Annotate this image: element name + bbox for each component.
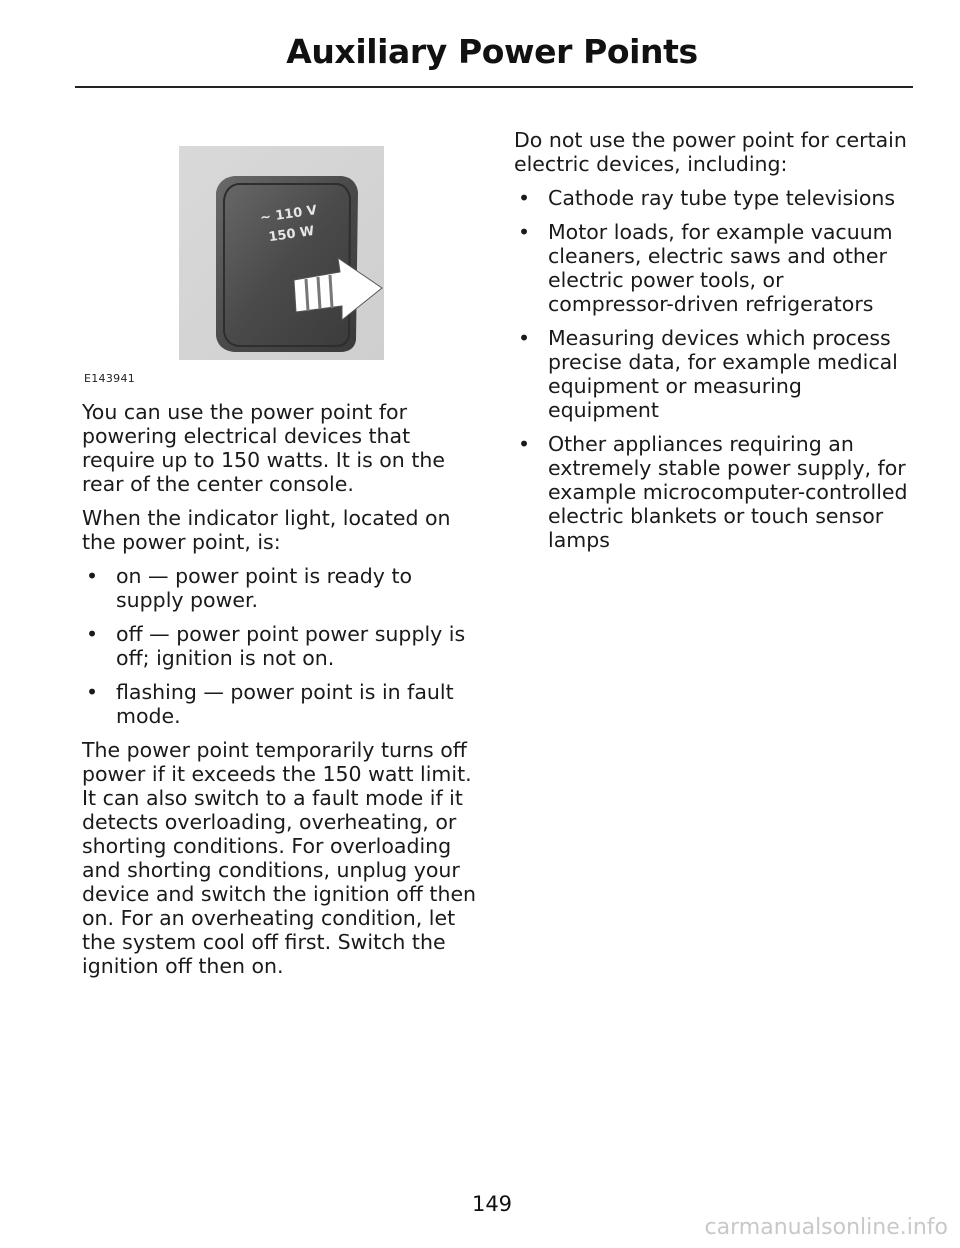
page-title: Auxiliary Power Points (286, 32, 698, 71)
bullet-icon: • (86, 564, 99, 588)
figure-code: E143941 (84, 372, 136, 385)
indicator-intro: When the indicator light, located on the power point, is: (82, 506, 451, 554)
device-list (514, 186, 910, 552)
power-point-image (84, 140, 394, 370)
wattage-label: 150 W (267, 223, 316, 246)
list-item: • off — power point power supply is off; ignition is not on. (86, 622, 466, 670)
warning-intro: Do not use the power point for certain electric devices, including: (514, 128, 907, 176)
indicator-state-list (82, 564, 478, 728)
watermark: carmanualsonline.info (704, 1215, 948, 1240)
list-item: • Measuring devices which process precise data, for example medical equipment or measuring equipment (518, 326, 898, 422)
bullet-icon: • (518, 432, 531, 456)
header-divider (75, 86, 913, 88)
right-column (514, 128, 910, 562)
bullet-icon: • (86, 622, 99, 646)
bullet-icon: • (518, 220, 531, 244)
list-item: • Cathode ray tube type televisions (518, 186, 896, 210)
bullet-icon: • (518, 326, 531, 350)
list-item: • Other appliances requiring an extremely stable power supply, for example microcomputer-controlled electric blankets or touch sensor lamps (518, 432, 908, 552)
page-number: 149 (471, 1192, 513, 1216)
limit-paragraph: The power point temporarily turns off power if it exceeds the 150 watt limit. It can also switch to a fault mode if it detects overloading, overheating, or shorting conditions. For overloading and shorting conditions, unplug your device and switch the ignition off then on. For an overheating condition, let the system cool off first. Switch the ignition off then on. (82, 738, 477, 978)
list-item: • Motor loads, for example vacuum cleaners, electric saws and other electric power tools, or compressor-driven refrigerators (518, 220, 893, 316)
voltage-label: ~ 110 V (259, 203, 318, 226)
bullet-icon: • (86, 680, 99, 704)
list-item: • on — power point is ready to supply power. (86, 564, 413, 612)
bullet-icon: • (518, 186, 531, 210)
list-item: • flashing — power point is in fault mode. (86, 680, 454, 728)
power-point-illustration (84, 140, 394, 390)
left-column (82, 400, 478, 988)
intro-paragraph: You can use the power point for powering electrical devices that require up to 150 watts. It is on the rear of the center console. (82, 400, 445, 496)
